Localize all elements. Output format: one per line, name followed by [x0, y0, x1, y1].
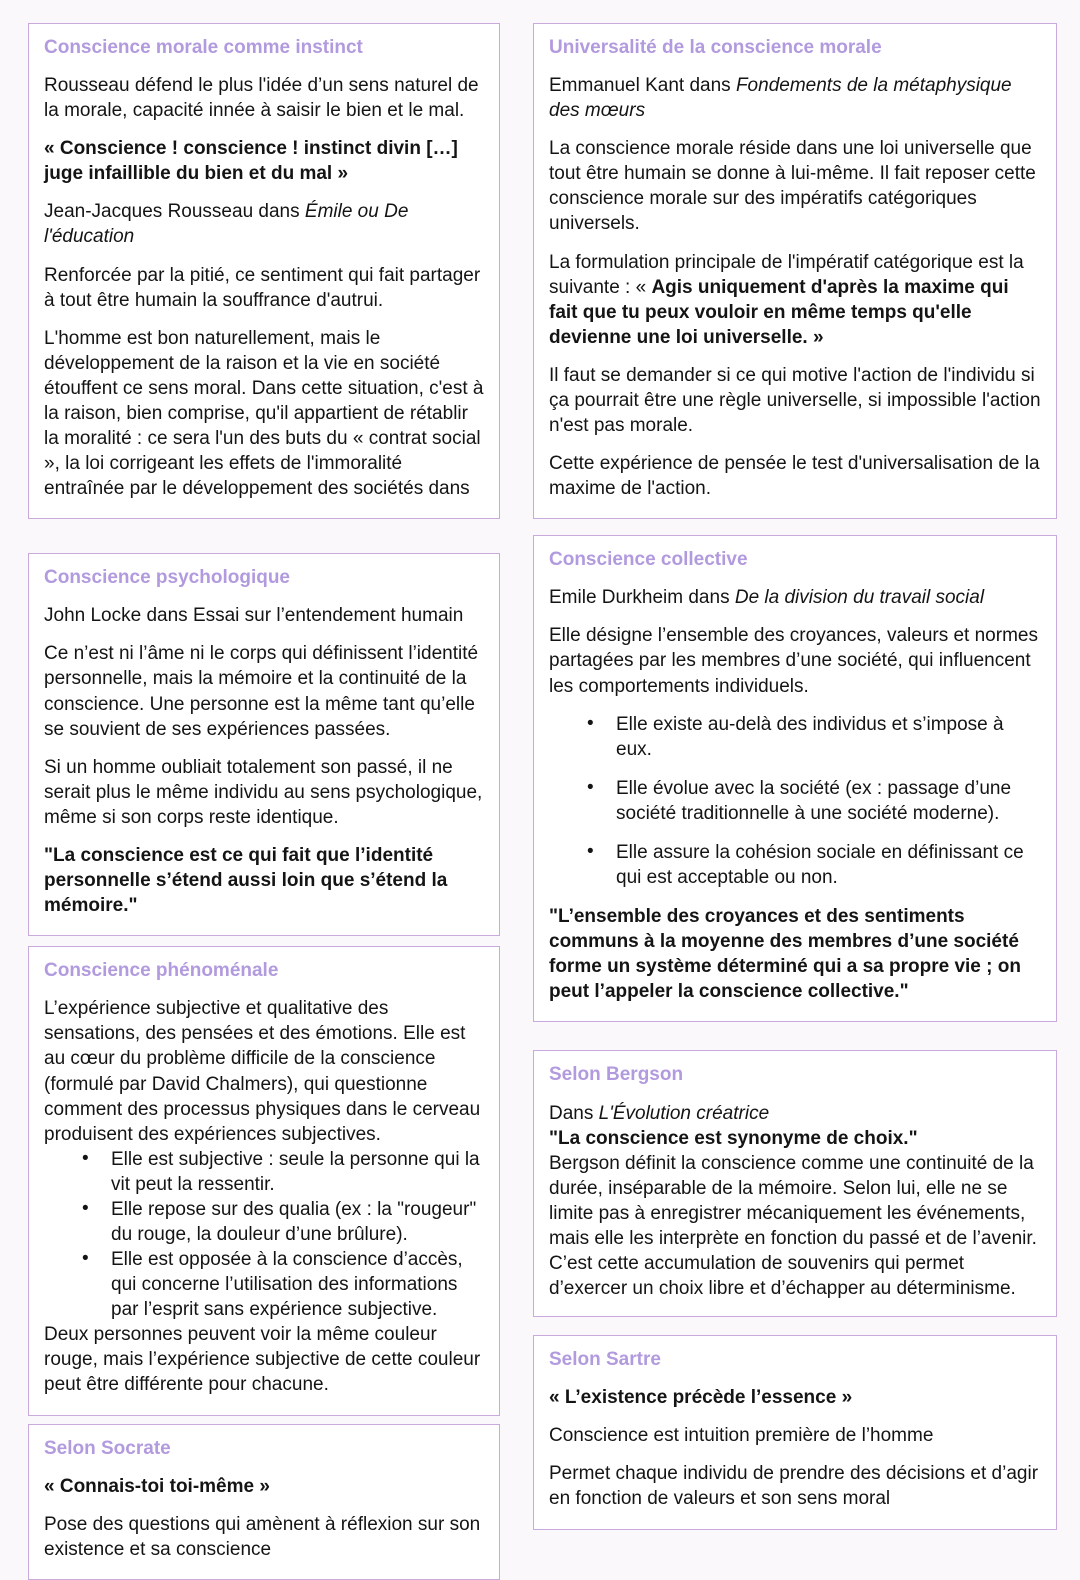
- card-title: Universalité de la conscience morale: [549, 37, 882, 58]
- quote-bold: « Conscience ! conscience ! instinct divin […] juge infaillible du bien et du mal »: [44, 138, 458, 185]
- paragraph: Rousseau défend le plus l'idée d’un sens naturel de la morale, capacité innée à saisir le bien et le mal.: [44, 75, 479, 122]
- bullet-item: • Elle existe au-delà des individus et s’impose à eux.: [549, 712, 1041, 762]
- card-title: Conscience phénoménale: [44, 960, 279, 982]
- quote-bold: "La conscience est synonyme de choix.": [549, 1127, 918, 1149]
- paragraph: L'homme est bon naturellement, mais le développement de la raison et la vie en société étouffent ce sens moral. Dans cette situation, c'est à la raison, bien comprise, qu'il appartient de rétablir la moralité : ce sera l'un des buts du « contrat social », la loi corrigeant les effets de l'immoralité entraînée par le développement des sociétés dans: [44, 327, 484, 500]
- attribution: [44, 199, 484, 249]
- bullet-item: • Elle repose sur des qualia (ex : la "rougeur" du rouge, la douleur d’une brûlure).: [44, 1197, 484, 1247]
- paragraph: Il faut se demander si ce qui motive l'action de l'individu si ça pourrait être une règle universelle, si impossible l'action n'est pas morale.: [549, 364, 1041, 437]
- card-title: Selon Sartre: [549, 1349, 661, 1371]
- work-title-italic: Fondements de la métaphysique des mœurs: [549, 75, 1012, 122]
- paragraph: Si un homme oubliait totalement son passé, il ne serait plus le même individu au sens psychologique, même si son corps reste identique.: [44, 756, 483, 828]
- quote-bold: "L’ensemble des croyances et des sentiments communs à la moyenne des membres d’une société forme un système déterminé qui a sa propre vie ; on peut l’appeler la conscience collective.": [549, 906, 1021, 1003]
- paragraph-with-quote: [549, 250, 1041, 350]
- card-selon-sartre: [533, 1335, 1057, 1529]
- attribution-text: Dans: [549, 1102, 599, 1124]
- work-title-italic: De la division du travail social: [734, 587, 985, 609]
- bullet-list: [44, 1147, 484, 1323]
- work-title-italic: L'Évolution créatrice: [598, 1102, 770, 1124]
- attribution: [549, 585, 1041, 610]
- paragraph: Conscience est intuition première de l’homme: [549, 1425, 934, 1447]
- bullet-list: [549, 712, 1041, 890]
- card-conscience-collective: [533, 535, 1057, 1022]
- bullet-item: • Elle est opposée à la conscience d’accès, qui concerne l’utilisation des informations par l’esprit sans expérience subjective.: [44, 1247, 484, 1322]
- paragraph: Bergson définit la conscience comme une continuité de la durée, inséparable de la mémoire. Selon lui, elle ne se limite pas à enregistrer mécaniquement les événements, mais elle les interprète en fonction du passé et de l’avenir. C’est cette accumulation de souvenirs qui permet d’exercer un choix libre et d’échapper au déterminisme.: [549, 1152, 1037, 1300]
- bullet-item: • Elle est subjective : seule la personne qui la vit peut la ressentir.: [44, 1147, 484, 1197]
- bullet-item: • Elle assure la cohésion sociale en définissant ce qui est acceptable ou non.: [549, 840, 1041, 890]
- paragraph: Deux personnes peuvent voir la même couleur rouge, mais l’expérience subjective de cette couleur peut être différente pour chacune.: [44, 1324, 481, 1396]
- paragraph: Cette expérience de pensée le test d'universalisation de la maxime de l'action.: [549, 453, 1040, 500]
- card-universalite-conscience-morale: [533, 23, 1057, 519]
- paragraph-text: La formulation principale de l'impératif catégorique est la suivante : «: [549, 251, 1024, 298]
- card-title: Selon Bergson: [549, 1064, 684, 1086]
- work-title-italic: Émile ou De l'éducation: [44, 201, 409, 248]
- card-title: Conscience psychologique: [44, 567, 290, 589]
- paragraph: Elle désigne l’ensemble des croyances, valeurs et normes partagées par les membres d’une société, qui influencent les comportements individuels.: [549, 625, 1038, 697]
- bullet-item: • Elle évolue avec la société (ex : passage d’une société traditionnelle à une société moderne).: [549, 776, 1041, 826]
- quote-bold: Agis uniquement d'après la maxime qui fait que tu peux vouloir en même temps qu'elle devienne une loi universelle. »: [549, 276, 1009, 348]
- paragraph: Permet chaque individu de prendre des décisions et d’agir en fonction de valeurs et son sens moral: [549, 1463, 1039, 1510]
- paragraph: Ce n’est ni l’âme ni le corps qui définissent l’identité personnelle, mais la mémoire et la continuité de la conscience. Une personne est la même tant qu’elle se souvient de ses expériences passées.: [44, 643, 479, 740]
- attribution: [549, 73, 1041, 123]
- attribution: John Locke dans Essai sur l’entendement humain: [44, 605, 464, 627]
- card-conscience-phenomenale: [28, 946, 500, 1415]
- card-title: Conscience collective: [549, 549, 748, 571]
- card-selon-bergson: [533, 1050, 1057, 1317]
- attribution-text: Jean-Jacques Rousseau dans: [44, 201, 305, 223]
- paragraph: Renforcée par la pitié, ce sentiment qui fait partager à tout être humain la souffrance d'autrui.: [44, 264, 481, 311]
- card-title: Selon Socrate: [44, 1437, 171, 1459]
- card-conscience-morale-instinct: [28, 23, 500, 519]
- paragraph: L’expérience subjective et qualitative des sensations, des pensées et des émotions. Elle est au cœur du problème difficile de la conscience (formulé par David Chalmers), qui questionne comment des processus physiques dans le cerveau produisent des expériences subjectives.: [44, 998, 481, 1145]
- attribution-text: Emile Durkheim dans: [549, 587, 735, 609]
- attribution: [549, 1101, 1041, 1126]
- paragraph: La conscience morale réside dans une loi universelle que tout être humain se donne à lui-même. Il fait reposer cette conscience morale sur des impératifs catégoriques universels.: [549, 138, 1036, 235]
- attribution-text: Emmanuel Kant dans: [549, 75, 736, 97]
- card-selon-socrate: [28, 1424, 500, 1580]
- paragraph: Pose des questions qui amènent à réflexion sur son existence et sa conscience: [44, 1513, 481, 1560]
- quote-bold: "La conscience est ce qui fait que l’identité personnelle s’étend aussi loin que s’étend la mémoire.": [44, 844, 448, 917]
- quote-bold: « L’existence précède l’essence »: [549, 1387, 853, 1409]
- quote-bold: « Connais-toi toi-même »: [44, 1475, 270, 1497]
- card-title: Conscience morale comme instinct: [44, 37, 363, 58]
- left-column: [28, 23, 500, 1580]
- right-column: [533, 23, 1057, 1580]
- card-conscience-psychologique: [28, 553, 500, 936]
